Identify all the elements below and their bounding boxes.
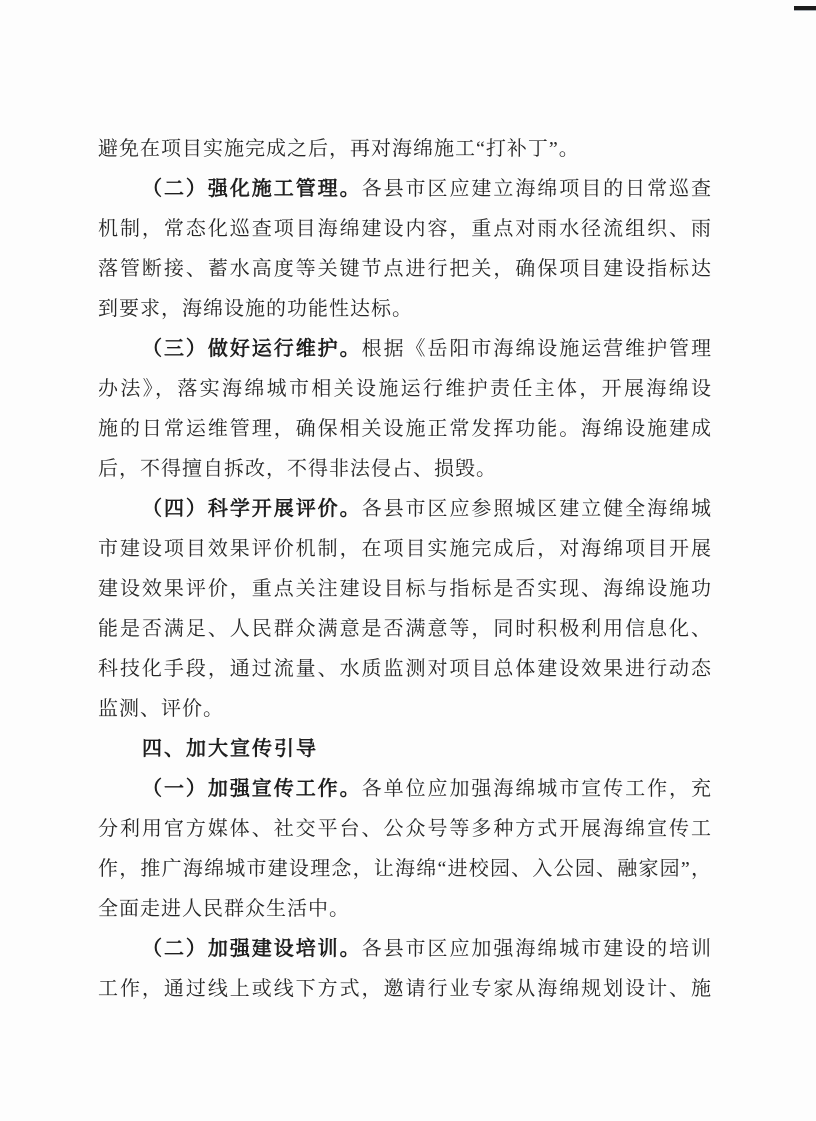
text-line — [98, 449, 711, 489]
text-line — [98, 889, 711, 929]
body-text: 施的日常运维管理，确保相关设施正常发挥功能。海绵设施建成 — [98, 418, 711, 440]
text-line — [98, 289, 711, 329]
text-line — [98, 649, 711, 689]
body-text: 到要求，海绵设施的功能性达标。 — [98, 298, 413, 320]
body-text: 根据《岳阳市海绵设施运营维护管理 — [361, 338, 711, 360]
text-line — [98, 409, 711, 449]
document-body — [98, 129, 711, 1009]
body-text: 作，推广海绵城市建设理念，让海绵“进校园、入公园、融家园”， — [98, 858, 711, 880]
body-text: 落管断接、蓄水高度等关键节点进行把关，确保项目建设指标达 — [98, 258, 711, 280]
paragraph-heading-text: （二）加强建设培训。 — [142, 938, 362, 960]
text-line — [98, 129, 711, 169]
text-line — [98, 569, 711, 609]
text-line — [98, 329, 711, 369]
body-text: 各县市区应参照城区建立健全海绵城 — [361, 498, 711, 520]
body-text: 工作，通过线上或线下方式，邀请行业专家从海绵规划设计、施 — [98, 978, 711, 1000]
body-text: 各县市区应加强海绵城市建设的培训 — [361, 938, 711, 960]
paragraph-heading-text: （三）做好运行维护。 — [142, 338, 362, 360]
paragraph-heading-text: 四、加大宣传引导 — [142, 738, 318, 760]
text-line — [98, 729, 711, 769]
text-line — [98, 929, 711, 969]
text-line — [98, 609, 711, 649]
text-line — [98, 209, 711, 249]
paragraph-heading-text: （一）加强宣传工作。 — [142, 778, 362, 800]
body-text: 办法》，落实海绵城市相关设施运行维护责任主体，开展海绵设 — [98, 378, 711, 400]
text-line — [98, 769, 711, 809]
text-line — [98, 249, 711, 289]
body-text: 后，不得擅自拆改，不得非法侵占、损毁。 — [98, 458, 497, 480]
text-line — [98, 969, 711, 1009]
body-text: 监测、评价。 — [98, 698, 224, 720]
text-line — [98, 169, 711, 209]
body-text: 分利用官方媒体、社交平台、公众号等多种方式开展海绵宣传工 — [98, 818, 711, 840]
text-line — [98, 809, 711, 849]
paragraph-heading-text: （二）强化施工管理。 — [142, 178, 362, 200]
body-text: 各单位应加强海绵城市宣传工作，充 — [361, 778, 711, 800]
body-text: 机制，常态化巡查项目海绵建设内容，重点对雨水径流组织、雨 — [98, 218, 711, 240]
text-line — [98, 849, 711, 889]
text-line — [98, 369, 711, 409]
text-line — [98, 489, 711, 529]
text-line — [98, 689, 711, 729]
text-line — [98, 529, 711, 569]
body-text: 各县市区应建立海绵项目的日常巡查 — [361, 178, 711, 200]
body-text: 能是否满足、人民群众满意是否满意等，同时积极利用信息化、 — [98, 618, 711, 640]
body-text: 避免在项目实施完成之后，再对海绵施工“打补丁”。 — [98, 138, 580, 160]
body-text: 市建设项目效果评价机制，在项目实施完成后，对海绵项目开展 — [98, 538, 711, 560]
paragraph-heading-text: （四）科学开展评价。 — [142, 498, 362, 520]
body-text: 全面走进人民群众生活中。 — [98, 898, 350, 920]
body-text: 科技化手段，通过流量、水质监测对项目总体建设效果进行动态 — [98, 658, 711, 680]
scan-artifact-mark — [794, 6, 816, 11]
body-text: 建设效果评价，重点关注建设目标与指标是否实现、海绵设施功 — [98, 578, 711, 600]
